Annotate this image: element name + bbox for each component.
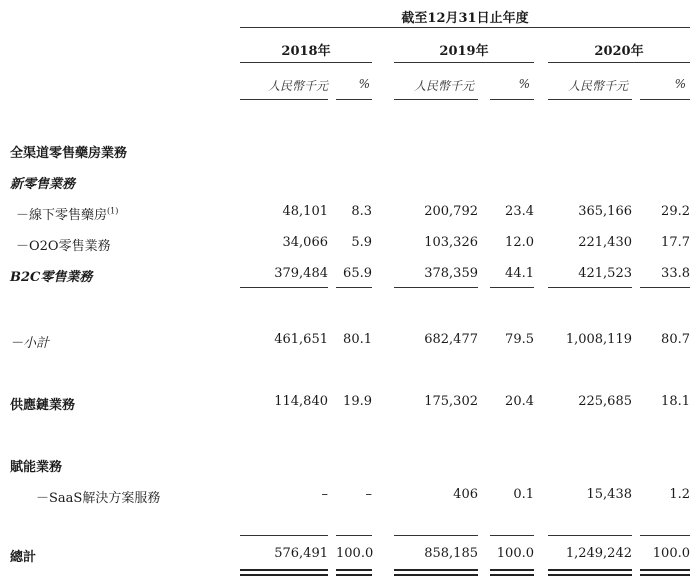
- unit-currency-2019: 人民幣千元: [413, 79, 474, 93]
- table-cell: –: [321, 487, 328, 502]
- table-cell: 17.7: [661, 235, 690, 250]
- year-2020: 2020年: [594, 44, 644, 59]
- unit-percent-2019: %: [518, 77, 530, 91]
- unit-rule-2: [336, 99, 372, 100]
- table-cell: 379,484: [274, 266, 328, 281]
- total-double-rule-a4: [490, 569, 534, 571]
- total-double-rule-a3: [394, 569, 478, 571]
- table-cell: 1,249,242: [565, 546, 632, 561]
- year-rule-2018: [240, 62, 372, 63]
- table-cell: 29.2: [661, 204, 690, 219]
- subtotal-rule-5: [548, 287, 632, 288]
- table-cell: 100.0: [336, 546, 374, 561]
- row-label: [16, 204, 118, 223]
- unit-rule-6: [640, 99, 690, 100]
- total-double-rule-a1: [240, 569, 328, 571]
- table-cell: 79.5: [505, 332, 534, 347]
- row-label: [10, 332, 49, 351]
- total-double-rule-a5: [548, 569, 632, 571]
- total-double-rule-a6: [640, 569, 690, 571]
- row-label-text: 全渠道零售藥房業務: [10, 146, 128, 161]
- row-label-text: －SaaS解決方案服務: [36, 491, 161, 506]
- table-cell: 100.0: [496, 546, 534, 561]
- unit-currency-2018: 人民幣千元: [267, 79, 328, 93]
- table-cell: 200,792: [424, 204, 478, 219]
- period-title: 截至12月31日止年度: [401, 11, 529, 26]
- table-cell: 33.8: [661, 266, 690, 281]
- total-rule-top-3: [394, 535, 478, 536]
- year-rule-2020: [548, 62, 690, 63]
- table-cell: 576,491: [274, 546, 328, 561]
- year-2019: 2019年: [439, 44, 489, 59]
- total-rule-top-1: [240, 535, 328, 536]
- row-label-text: －小計: [10, 336, 50, 351]
- row-label: [10, 394, 75, 413]
- row-label-text: 新零售業務: [10, 177, 76, 192]
- total-double-rule-b1: [240, 574, 328, 576]
- table-cell: 421,523: [578, 266, 632, 281]
- table-cell: 175,302: [424, 394, 478, 409]
- table-cell: 225,685: [578, 394, 632, 409]
- table-cell: 103,326: [424, 235, 478, 250]
- table-cell: 44.1: [505, 266, 534, 281]
- total-double-rule-b5: [548, 574, 632, 576]
- row-label-text: －O2O零售業務: [16, 239, 111, 254]
- subtotal-rule-6: [640, 287, 690, 288]
- unit-percent-2020: %: [674, 77, 686, 91]
- subtotal-rule-2: [336, 287, 372, 288]
- subtotal-rule-4: [490, 287, 534, 288]
- year-2018: 2018年: [281, 44, 331, 59]
- table-cell: 461,651: [274, 332, 328, 347]
- table-cell: 19.9: [343, 394, 372, 409]
- table-cell: 0.1: [513, 487, 534, 502]
- total-double-rule-b6: [640, 574, 690, 576]
- row-label: [36, 487, 160, 506]
- row-label-text: B2C零售業務: [10, 270, 93, 285]
- row-label: [10, 173, 75, 192]
- table-cell: 406: [453, 487, 478, 502]
- row-label: [16, 235, 111, 254]
- table-cell: 20.4: [505, 394, 534, 409]
- unit-rule-4: [490, 99, 534, 100]
- row-label: [10, 456, 62, 475]
- table-cell: 80.7: [661, 332, 690, 347]
- total-double-rule-a2: [336, 569, 372, 571]
- table-cell: 378,359: [424, 266, 478, 281]
- total-rule-top-2: [336, 535, 372, 536]
- table-cell: 100.0: [652, 546, 690, 561]
- table-cell: 682,477: [424, 332, 478, 347]
- total-rule-top-5: [548, 535, 632, 536]
- table-cell: –: [365, 487, 372, 502]
- table-cell: 365,166: [578, 204, 632, 219]
- row-label: [10, 546, 36, 565]
- table-cell: 12.0: [505, 235, 534, 250]
- row-label-text: 供應鏈業務: [10, 398, 76, 413]
- footnote-marker: (1): [107, 206, 119, 216]
- table-cell: 18.1: [661, 394, 690, 409]
- total-double-rule-b4: [490, 574, 534, 576]
- unit-rule-1: [240, 99, 328, 100]
- table-cell: 8.3: [351, 204, 372, 219]
- table-cell: 34,066: [282, 235, 328, 250]
- unit-currency-2020: 人民幣千元: [567, 79, 628, 93]
- table-cell: 65.9: [343, 266, 372, 281]
- table-cell: 80.1: [343, 332, 372, 347]
- table-cell: 858,185: [424, 546, 478, 561]
- table-cell: 15,438: [586, 487, 632, 502]
- table-cell: 48,101: [282, 204, 328, 219]
- table-cell: 221,430: [578, 235, 632, 250]
- table-cell: 114,840: [274, 394, 328, 409]
- row-label-text: 總計: [10, 550, 37, 565]
- year-rule-2019: [394, 62, 534, 63]
- row-label-text: －線下零售藥房: [16, 208, 108, 223]
- total-double-rule-b2: [336, 574, 372, 576]
- subtotal-rule-1: [240, 287, 328, 288]
- total-rule-top-4: [490, 535, 534, 536]
- subtotal-rule-3: [394, 287, 478, 288]
- header-rule-top: [240, 27, 690, 28]
- unit-rule-5: [548, 99, 632, 100]
- row-label: [10, 266, 92, 285]
- unit-percent-2018: %: [358, 77, 370, 91]
- total-double-rule-b3: [394, 574, 478, 576]
- unit-rule-3: [394, 99, 478, 100]
- row-label-text: 賦能業務: [10, 460, 63, 475]
- table-cell: 23.4: [505, 204, 534, 219]
- total-rule-top-6: [640, 535, 690, 536]
- table-cell: 1,008,119: [565, 332, 632, 347]
- table-cell: 1.2: [669, 487, 690, 502]
- table-cell: 5.9: [351, 235, 372, 250]
- row-label: [10, 142, 127, 161]
